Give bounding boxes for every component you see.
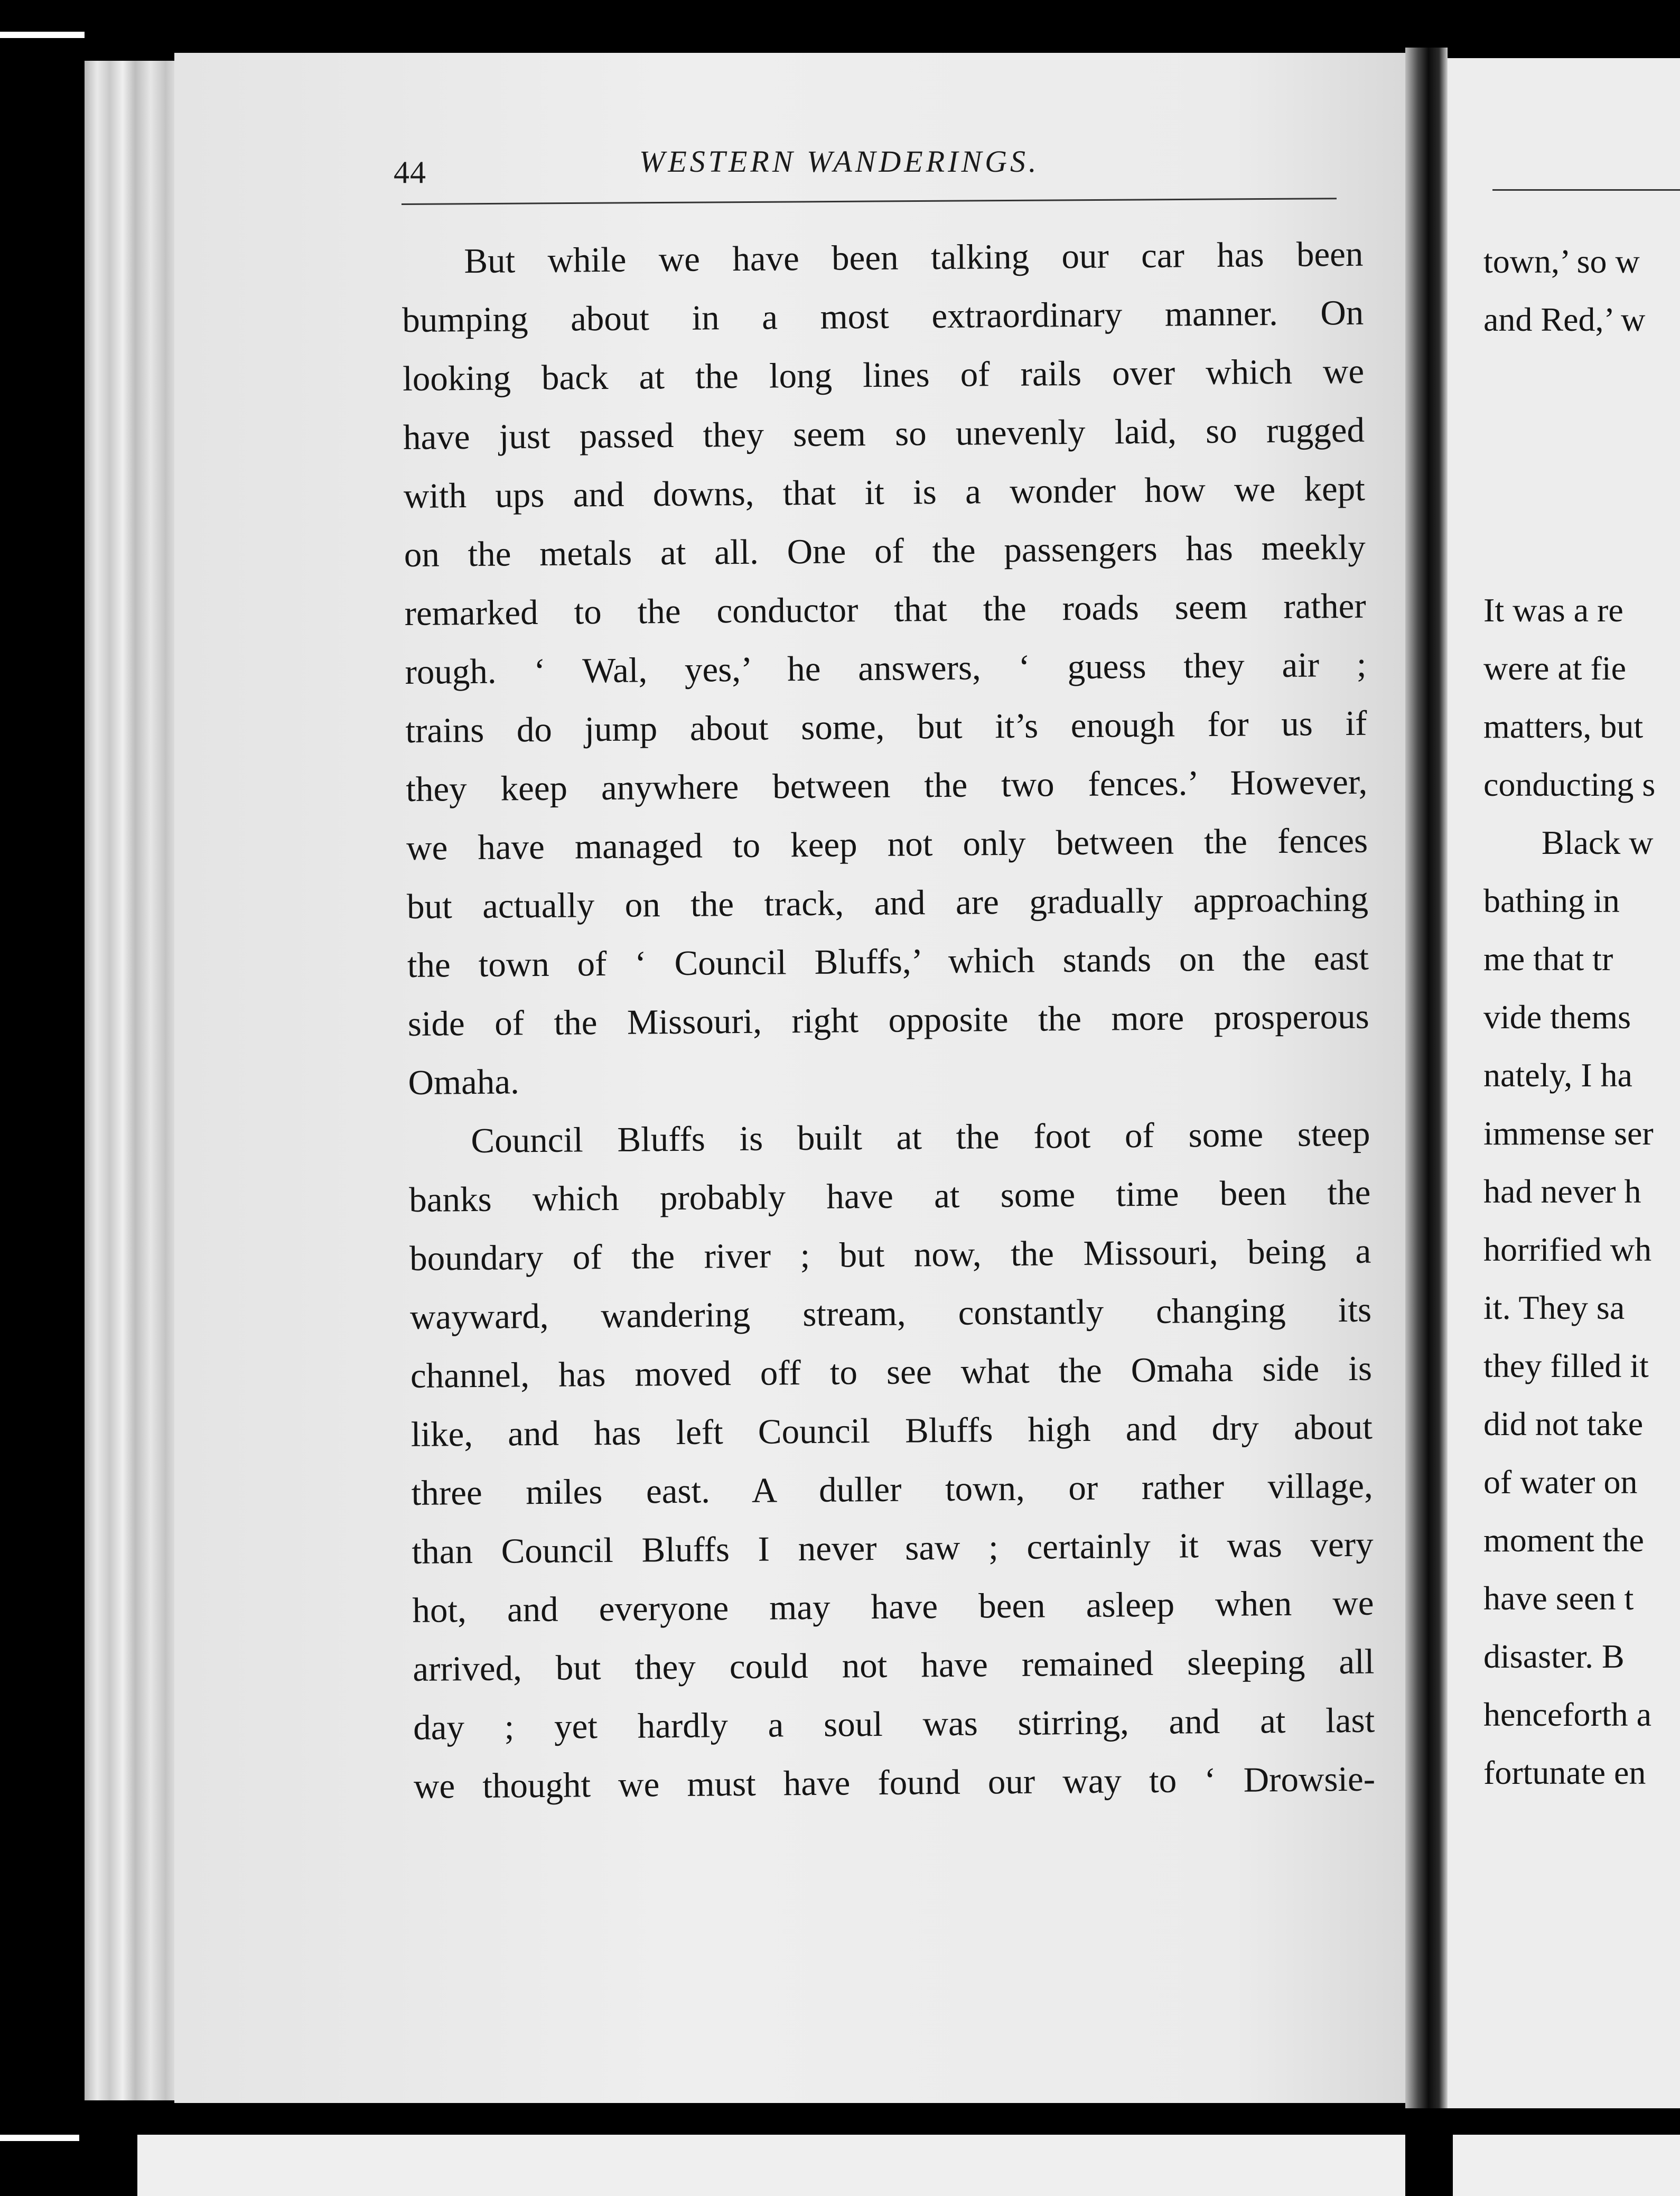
right-text-line: fortunate en bbox=[1483, 1754, 1646, 1791]
text-line: like, and has left Council Bluffs high and dry about bbox=[410, 1407, 1373, 1454]
text-line: than Council Bluffs I never saw ; certainly it was very bbox=[412, 1524, 1374, 1571]
film-edge-notch bbox=[0, 2135, 79, 2141]
right-text-line: it. They sa bbox=[1483, 1289, 1625, 1326]
right-text-line bbox=[1483, 523, 1680, 581]
right-text-line: immense ser bbox=[1483, 1114, 1654, 1152]
text-line: Council Bluffs is built at the foot of some steep bbox=[471, 1114, 1370, 1161]
right-text-line: moment the bbox=[1483, 1521, 1644, 1559]
text-line: But while we have been talking our car has been bbox=[464, 234, 1364, 281]
right-text-line: Black w bbox=[1542, 824, 1654, 861]
right-text-line: they filled it bbox=[1483, 1347, 1649, 1384]
right-text-line: horrified wh bbox=[1483, 1231, 1652, 1268]
text-line: bumping about in a most extraordinary manner. On bbox=[402, 293, 1364, 340]
text-line: on the metals at all. One of the passengers has meekly bbox=[404, 527, 1366, 574]
text-line: wayward, wandering stream, constantly changing its bbox=[409, 1290, 1372, 1337]
text-line: trains do jump about some, but it’s enough for us if bbox=[405, 703, 1367, 750]
text-line: we thought we must have found our way to ‘ Drowsie- bbox=[413, 1759, 1376, 1806]
text-line: channel, has moved off to see what the Omaha side is bbox=[410, 1348, 1373, 1395]
text-line: day ; yet hardly a soul was stirring, and at last bbox=[413, 1700, 1375, 1747]
right-text-line bbox=[1483, 407, 1680, 465]
text-line: have just passed they seem so unevenly laid, so rugged bbox=[403, 410, 1365, 457]
running-title: WESTERN WANDERINGS. bbox=[639, 144, 1040, 179]
right-text-line: vide thems bbox=[1483, 998, 1631, 1036]
right-text-line: matters, but bbox=[1483, 708, 1644, 745]
book-gutter bbox=[1405, 48, 1448, 2108]
right-text-line: conducting s bbox=[1483, 766, 1656, 803]
text-line: Omaha. bbox=[408, 1062, 520, 1102]
body-text bbox=[402, 225, 1375, 1816]
text-line: we have managed to keep not only between the fences bbox=[406, 821, 1368, 868]
text-line: remarked to the conductor that the roads seem rather bbox=[404, 586, 1366, 633]
right-text-line: disaster. B bbox=[1483, 1637, 1625, 1675]
right-text-line: bathing in bbox=[1483, 882, 1620, 919]
right-text-line: did not take bbox=[1483, 1405, 1644, 1443]
text-line: side of the Missouri, right opposite the more prosperous bbox=[407, 997, 1369, 1044]
text-line: but actually on the track, and are gradually approaching bbox=[406, 879, 1369, 926]
right-text-line: It was a re bbox=[1483, 591, 1623, 629]
right-text-line: nately, I ha bbox=[1483, 1056, 1632, 1094]
right-text-line: and Red,’ w bbox=[1483, 301, 1646, 338]
text-line: boundary of the river ; but now, the Missouri, being a bbox=[409, 1231, 1371, 1278]
text-line: they keep anywhere between the two fences.’ However, bbox=[405, 762, 1368, 809]
right-text-line: henceforth a bbox=[1483, 1696, 1652, 1733]
text-line: banks which probably have at some time been the bbox=[409, 1173, 1371, 1220]
page-number: 44 bbox=[394, 155, 426, 190]
film-edge-notch bbox=[0, 32, 85, 38]
right-text-line: me that tr bbox=[1483, 940, 1613, 978]
text-line: arrived, but they could not have remained sleeping all bbox=[413, 1642, 1375, 1689]
right-header-rule bbox=[1492, 189, 1680, 191]
right-text-line: have seen t bbox=[1483, 1579, 1634, 1617]
right-text-line: of water on bbox=[1483, 1463, 1638, 1501]
right-body-text bbox=[1483, 232, 1680, 1802]
text-line: three miles east. A duller town, or rather village, bbox=[411, 1466, 1373, 1513]
text-line: looking back at the long lines of rails over which we bbox=[402, 351, 1365, 398]
text-line: hot, and everyone may have been asleep when we bbox=[412, 1583, 1374, 1630]
right-text-line bbox=[1483, 349, 1680, 407]
text-line: the town of ‘ Council Bluffs,’ which stands on the east bbox=[407, 938, 1369, 985]
text-line: with ups and downs, that it is a wonder how we kept bbox=[403, 469, 1366, 516]
right-text-line bbox=[1483, 465, 1680, 523]
right-text-line: town,’ so w bbox=[1483, 243, 1640, 280]
next-frame-gutter bbox=[1405, 2135, 1453, 2196]
right-text-line: were at fie bbox=[1483, 649, 1627, 687]
text-line: rough. ‘ Wal, yes,’ he answers, ‘ guess they air ; bbox=[405, 645, 1367, 692]
right-text-line: had never h bbox=[1483, 1173, 1641, 1210]
